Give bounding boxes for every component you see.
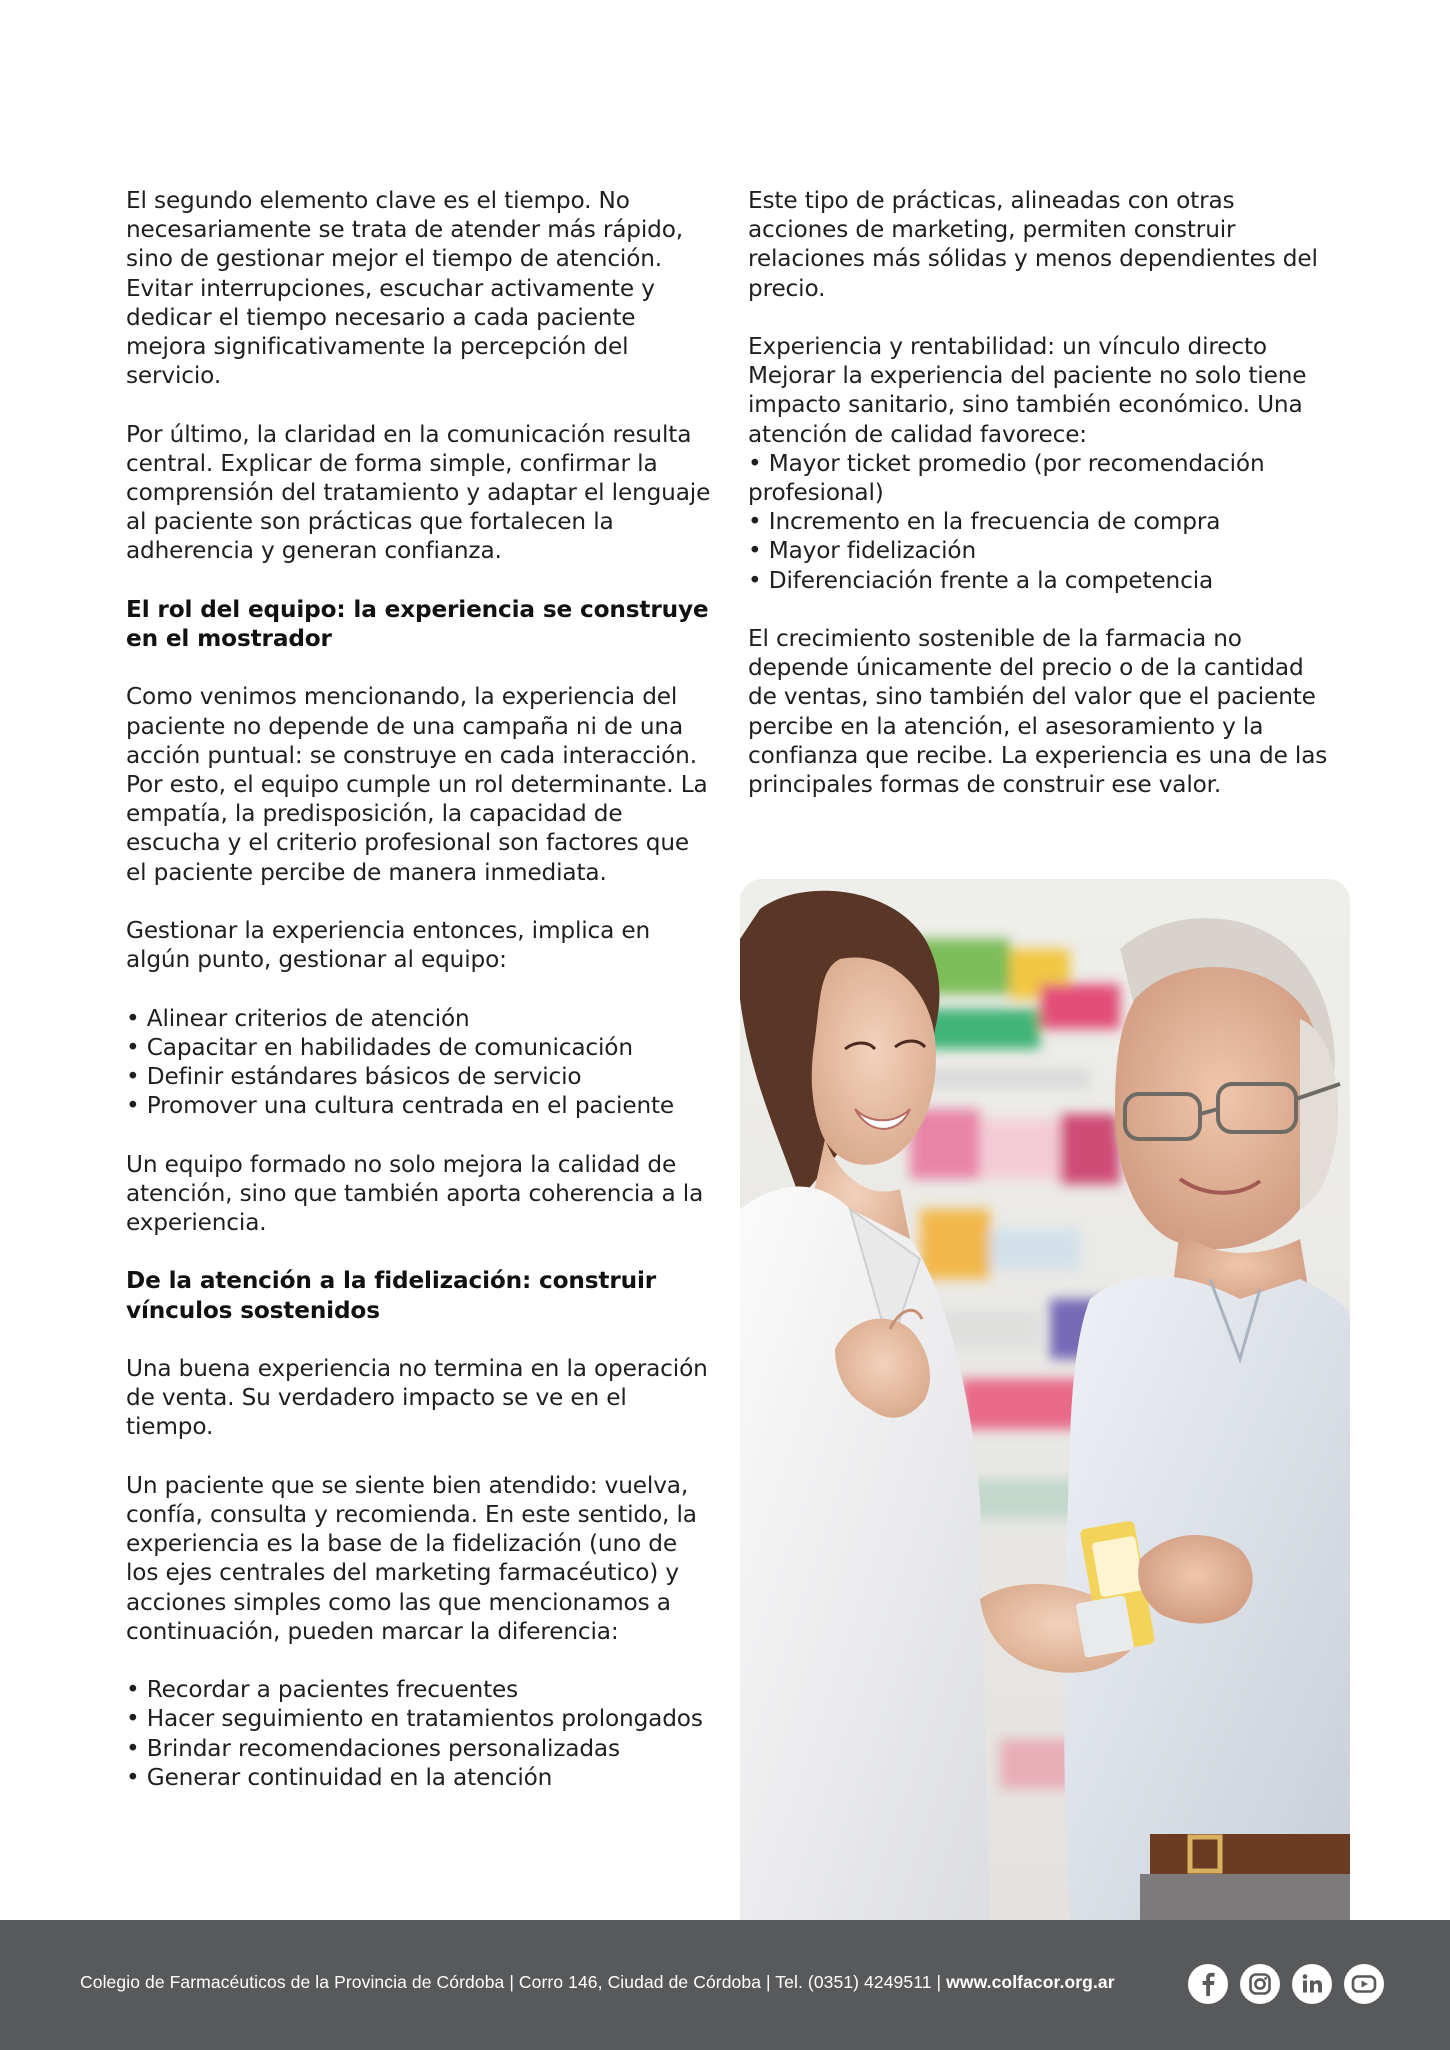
- bullet-list: [748, 449, 1328, 595]
- section-block: [748, 332, 1328, 595]
- list-item: • Capacitar en habilidades de comunicación: [126, 1033, 716, 1062]
- list-item: • Diferenciación frente a la competencia: [748, 566, 1328, 595]
- youtube-icon[interactable]: [1344, 1964, 1384, 2004]
- list-item: • Incremento en la frecuencia de compra: [748, 507, 1328, 536]
- list-item: • Recordar a pacientes frecuentes: [126, 1675, 716, 1704]
- paragraph: Gestionar la experiencia entonces, implica en algún punto, gestionar al equipo:: [126, 917, 651, 974]
- list-item: • Promover una cultura centrada en el paciente: [126, 1091, 716, 1120]
- list-item: • Definir estándares básicos de servicio: [126, 1062, 716, 1091]
- list-item: • Alinear criterios de atención: [126, 1004, 716, 1033]
- list-item: • Generar continuidad en la atención: [126, 1763, 716, 1792]
- list-item: • Hacer seguimiento en tratamientos prolongados: [126, 1704, 716, 1733]
- section-heading: De la atención a la fidelización: construir vínculos sostenidos: [126, 1267, 657, 1324]
- bullet-list: [126, 1675, 716, 1792]
- paragraph: Mejorar la experiencia del paciente no solo tiene impacto sanitario, sino también económico. Una atención de calidad favorece:: [748, 362, 1307, 448]
- list-item: • Mayor fidelización: [748, 536, 1328, 565]
- paragraph: Como venimos mencionando, la experiencia del paciente no depende de una campaña ni de una acción puntual: se construye en cada interacción. Por esto, el equipo cumple un rol determinante. La empatía, la predisposición, la capacidad de escucha y el criterio profesional son factores que el paciente percibe de manera inmediata.: [126, 683, 708, 886]
- footer-info: [80, 1972, 1115, 1993]
- subheading: Experiencia y rentabilidad: un vínculo directo: [748, 333, 1267, 360]
- paragraph: Un paciente que se siente bien atendido: vuelva, confía, consulta y recomienda. En este sentido, la experiencia es la base de la fidelización (uno de los ejes centrales del marketing farmacéutico) y acciones simples como las que mencionamos a continuación, pueden marcar la diferencia:: [126, 1471, 697, 1645]
- left-column: [126, 186, 716, 1821]
- instagram-icon[interactable]: [1240, 1964, 1280, 2004]
- section-heading: El rol del equipo: la experiencia se construye en el mostrador: [126, 595, 709, 653]
- paragraph: Por último, la claridad en la comunicación resulta central. Explicar de forma simple, confirmar la comprensión del tratamiento y adaptar el lenguaje al paciente son prácticas que fortalecen la adherencia y generan confianza.: [126, 420, 711, 565]
- linkedin-icon[interactable]: [1292, 1964, 1332, 2004]
- list-item: • Mayor ticket promedio (por recomendación profesional): [748, 449, 1328, 507]
- paragraph: Un equipo formado no solo mejora la calidad de atención, sino que también aporta coherencia a la experiencia.: [126, 1150, 704, 1237]
- paragraph: Este tipo de prácticas, alineadas con otras acciones de marketing, permiten construir relaciones más sólidas y menos dependientes del precio.: [748, 187, 1318, 302]
- right-column: [748, 186, 1328, 828]
- website-link[interactable]: www.colfacor.org.ar: [946, 1972, 1115, 1992]
- list-item: • Brindar recomendaciones personalizadas: [126, 1734, 716, 1763]
- bullet-list: [126, 1004, 716, 1121]
- facebook-icon[interactable]: [1188, 1964, 1228, 2004]
- footer: [0, 1920, 1450, 2050]
- pharmacist-photo: [740, 879, 1350, 1921]
- paragraph: El crecimiento sostenible de la farmacia no depende únicamente del precio o de la cantidad de ventas, sino también del valor que el paciente percibe en la atención, el asesoramiento y la confianza que recibe. La experiencia es una de las principales formas de construir ese valor.: [748, 625, 1328, 799]
- footer-contact-text: Colegio de Farmacéuticos de la Provincia de Córdoba | Corro 146, Ciudad de Córdoba | Tel. (0351) 4249511 |: [80, 1972, 947, 1992]
- paragraph: El segundo elemento clave es el tiempo. No necesariamente se trata de atender más rápido, sino de gestionar mejor el tiempo de atención. Evitar interrupciones, escuchar activamente y dedicar el tiempo necesario a cada paciente mejora significativamente la percepción del servicio.: [126, 187, 683, 390]
- paragraph: Una buena experiencia no termina en la operación de venta. Su verdadero impacto se ve en el tiempo.: [126, 1355, 708, 1441]
